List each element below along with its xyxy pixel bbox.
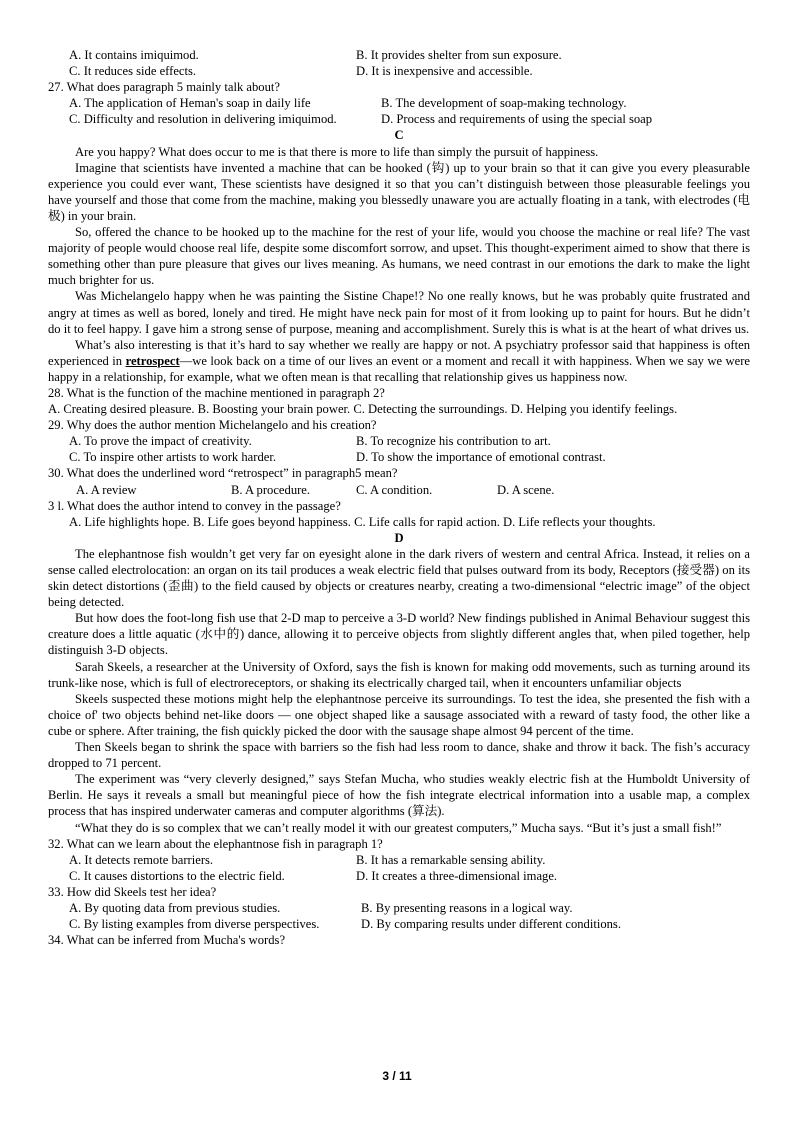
q26-option-d: D. It is inexpensive and accessible. — [356, 64, 533, 79]
section-d-paragraph-5: Then Skeels began to shrink the space with barriers so the fish had less room to dance, shake and throw it back. The fish’s accuracy dropped to 71 percent. — [48, 740, 750, 771]
question-28-options: A. Creating desired pleasure. B. Boosting your brain power. C. Detecting the surroundings. D. Helping you identify feelings. — [48, 402, 678, 417]
question-26-options-row-1 — [48, 47, 750, 63]
q32-option-c: C. It causes distortions to the electric field. — [69, 868, 285, 883]
question-27-options-row-2 — [48, 111, 750, 127]
question-32-options-row-2 — [48, 868, 750, 884]
question-29-options-row-2 — [48, 449, 750, 465]
q26-option-a: A. It contains imiquimod. — [69, 48, 199, 62]
paragraph-5-text-after: —we look back on a time of our lives an event or a moment and recall it with happiness. When we say we were happy in a relationship, for example, what we often mean is that recalling that relationship gives us happiness now. — [48, 353, 750, 384]
q27-option-a: A. The application of Heman's soap in daily life — [69, 96, 311, 111]
q30-option-b: B. A procedure. — [231, 482, 311, 497]
section-d-heading: D — [394, 530, 404, 545]
q29-option-c: C. To inspire other artists to work harder. — [69, 450, 276, 465]
section-d-paragraph-3: Sarah Skeels, a researcher at the University of Oxford, says the fish is known for making odd movements, such as turning around its trunk-like nose, which is full of electroreceptors, or shaking its electrically charged tail, when it encounters unfamiliar objects — [48, 659, 750, 690]
section-c-paragraph-2: Imagine that scientists have invented a machine that can be hooked (钩) up to your brain so that it can give you every pleasurable experience you could ever want, These scientists have designed it so that you can’t distinguish between those pleasurable feelings you have yourself and those that come from the machine, making you blessedly unaware you are actually floating in a tank, with electrodes (电极) in your brain. — [48, 160, 750, 223]
question-29-options-row-1 — [48, 433, 750, 449]
section-c-heading: C — [394, 128, 404, 143]
section-d-paragraph-2: But how does the foot-long fish use that 2-D map to perceive a 3-D world? New findings published in Animal Behaviour suggest this creature does a little aquatic (水中的) dance, allowing it to perceive objects from slightly different angles that, when piled together, help distinguish 3-D objects. — [48, 611, 750, 658]
q27-option-d: D. Process and requirements of using the special soap — [381, 112, 653, 127]
question-30-stem: 30. What does the underlined word “retrospect” in paragraph5 mean? — [48, 466, 398, 481]
section-c-paragraph-3: So, offered the chance to be hooked up to the machine for the rest of your life, would you choose the machine or real life? The vast majority of people would choose real life, despite some discomfort sorrow, and upset. This thought-experiment aimed to show that there is something other than pure pleasure that gives our lives meaning. As humans, we need contrast in our emotions the dark to make the light much brighter for us. — [48, 225, 750, 288]
question-28-stem: 28. What is the function of the machine mentioned in paragraph 2? — [48, 385, 385, 400]
q33-option-c: C. By listing examples from diverse perspectives. — [69, 917, 320, 932]
q26-option-b: B. It provides shelter from sun exposure. — [356, 48, 562, 62]
underlined-word-retrospect: retrospect — [125, 353, 180, 368]
question-26-options-row-2 — [48, 63, 750, 79]
q30-option-c: C. A condition. — [356, 482, 433, 497]
section-c-paragraph-1: Are you happy? What does occur to me is that there is more to life than simply the pursuit of happiness. — [75, 144, 599, 159]
question-32-options-row-1 — [48, 852, 750, 868]
question-27-options-row-1 — [48, 95, 750, 111]
q26-option-c: C. It reduces side effects. — [69, 64, 197, 79]
question-30-options-row — [48, 482, 750, 498]
question-29-stem: 29. Why does the author mention Michelangelo and his creation? — [48, 418, 377, 433]
section-d-paragraph-7: “What they do is so complex that we can’t really model it with our greatest computers,” Mucha says. “But it’s just a small fish!” — [75, 820, 722, 835]
q33-option-d: D. By comparing results under different conditions. — [361, 917, 621, 932]
question-31-options: A. Life highlights hope. B. Life goes beyond happiness. C. Life calls for rapid action. D. Life reflects your thoughts. — [69, 514, 656, 529]
question-33-stem: 33. How did Skeels test her idea? — [48, 884, 217, 899]
q33-option-b: B. By presenting reasons in a logical way. — [361, 900, 573, 915]
question-34-stem: 34. What can be inferred from Mucha's words? — [48, 933, 286, 948]
q27-option-b: B. The development of soap-making technology. — [381, 96, 627, 111]
q29-option-a: A. To prove the impact of creativity. — [69, 434, 252, 449]
q29-option-b: B. To recognize his contribution to art. — [356, 434, 551, 449]
q30-option-a: A. A review — [76, 482, 137, 497]
q33-option-a: A. By quoting data from previous studies. — [69, 900, 281, 915]
q32-option-d: D. It creates a three-dimensional image. — [356, 868, 558, 883]
question-33-options-row-1 — [48, 900, 750, 916]
q32-option-b: B. It has a remarkable sensing ability. — [356, 852, 546, 867]
question-27-stem: 27. What does paragraph 5 mainly talk about? — [48, 80, 280, 95]
question-32-stem: 32. What can we learn about the elephantnose fish in paragraph 1? — [48, 836, 383, 851]
section-d-paragraph-6: The experiment was “very cleverly designed,” says Stefan Mucha, who studies weakly electric fish at the Humboldt University of Berlin. He says it reveals a small but meaningful piece of how the fish integrate electrical information into a usable map, a complex process that has inspired underwater cameras and computer algorithms (算法). — [48, 772, 750, 819]
section-c-paragraph-5 — [48, 337, 750, 385]
section-c-paragraph-4: Was Michelangelo happy when he was painting the Sistine Chape!? No one really knows, but he was probably quite frustrated and angry at times as well as bored, lonely and tired. He might have neck pain for most of it from looking up to paint for hours. But he didn’t do it to feel happy. I gave him a strong sense of purpose, meaning and accomplishment. Surely this is what is at the heart of what drives us. — [48, 289, 750, 336]
page-content — [48, 47, 750, 948]
q29-option-d: D. To show the importance of emotional contrast. — [356, 450, 606, 465]
paragraph-5-text-before: What’s also interesting is that it’s hard to say whether we really are happy or not. A psychiatry professor said that happiness is often experienced in — [48, 337, 750, 368]
question-31-stem: 3 l. What does the author intend to convey in the passage? — [48, 498, 341, 513]
q32-option-a: A. It detects remote barriers. — [69, 852, 214, 867]
q27-option-c: C. Difficulty and resolution in delivering imiquimod. — [69, 112, 337, 127]
section-d-paragraph-4: Skeels suspected these motions might help the elephantnose perceive its surroundings. To test the idea, she presented the fish with a choice of' two objects behind net-like doors — one object shaped like a sausage associated with a reward of tasty food, the other like a cube or sphere. After training, the fish quickly picked the door with the sausage shape almost 94 percent of the time. — [48, 691, 750, 738]
q30-option-d: D. A scene. — [497, 482, 555, 497]
question-33-options-row-2 — [48, 916, 750, 932]
section-d-paragraph-1: The elephantnose fish wouldn’t get very far on eyesight alone in the dark rivers of western and central Africa. Instead, it relies on a sense called electrolocation: an organ on its tail produces a weak electric field that pulses outward from its body, Receptors (接受器) on its skin detect distortions (歪曲) to the field caused by objects or creatures nearby, creating a two-dimensional “electric image” of the object being detected. — [48, 546, 750, 610]
page-number: 3 / 11 — [382, 1069, 412, 1083]
